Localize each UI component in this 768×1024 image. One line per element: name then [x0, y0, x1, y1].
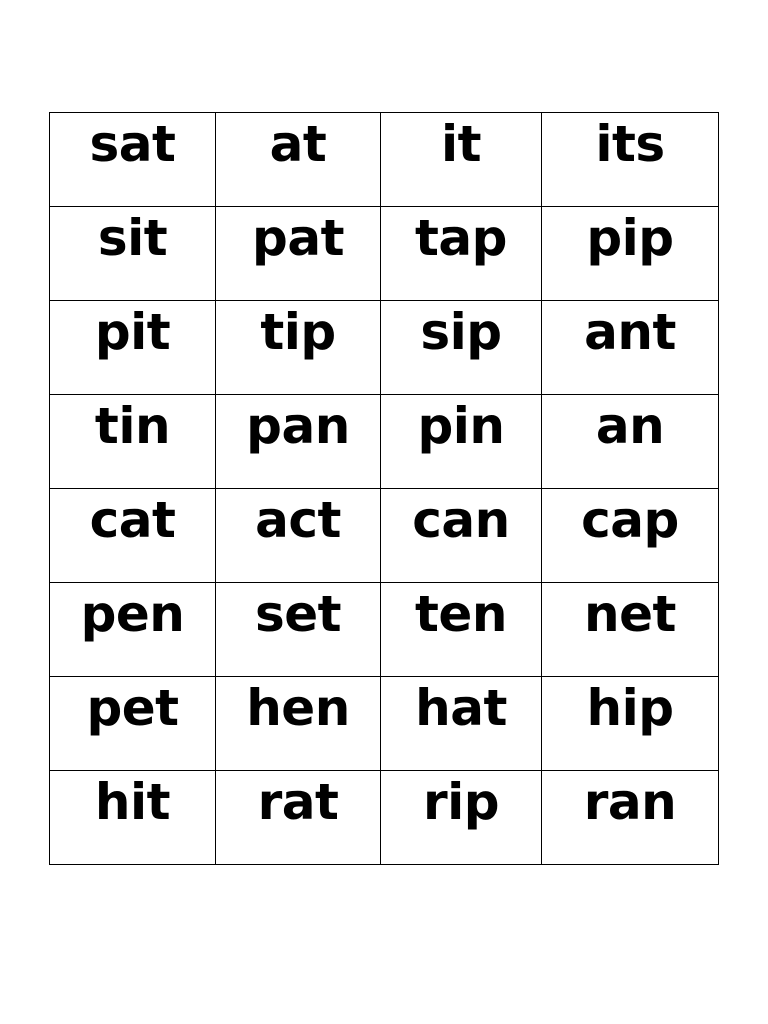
word: tip — [260, 303, 336, 361]
word-cell — [542, 771, 719, 865]
word: hat — [415, 679, 507, 737]
word: rat — [257, 773, 339, 831]
word: pat — [252, 209, 344, 267]
word: pan — [246, 397, 350, 455]
word-cell — [542, 489, 719, 583]
word: tin — [94, 397, 171, 455]
table-row — [50, 301, 719, 395]
word-cell — [50, 395, 216, 489]
word-cell — [216, 395, 381, 489]
word-cell — [542, 301, 719, 395]
word: ten — [415, 585, 507, 643]
table-row — [50, 583, 719, 677]
word-cell — [216, 771, 381, 865]
word-cell — [542, 207, 719, 301]
table-row — [50, 395, 719, 489]
word: ant — [584, 303, 676, 361]
word: cat — [89, 491, 176, 549]
word-cell — [216, 113, 381, 207]
word-cell — [50, 677, 216, 771]
word-cell — [381, 583, 542, 677]
word-cell — [381, 677, 542, 771]
table-row — [50, 489, 719, 583]
word-cell — [50, 489, 216, 583]
word-cell — [216, 489, 381, 583]
word: pin — [417, 397, 505, 455]
word-cell — [50, 583, 216, 677]
word-cell — [381, 395, 542, 489]
word-cell — [381, 771, 542, 865]
word: set — [254, 585, 342, 643]
word: hen — [246, 679, 350, 737]
word-cell — [381, 113, 542, 207]
word-cell — [542, 113, 719, 207]
word: sit — [97, 209, 168, 267]
word-cell — [216, 583, 381, 677]
word: net — [584, 585, 676, 643]
word-cell — [542, 395, 719, 489]
table-row — [50, 207, 719, 301]
word-cell — [542, 583, 719, 677]
table-row — [50, 113, 719, 207]
word: tap — [415, 209, 507, 267]
word-cell — [50, 207, 216, 301]
word: rip — [422, 773, 500, 831]
word-cell — [216, 207, 381, 301]
word-cell — [381, 207, 542, 301]
word: hit — [94, 773, 171, 831]
word-cell — [381, 301, 542, 395]
word: hip — [586, 679, 674, 737]
table-row — [50, 771, 719, 865]
word: its — [595, 115, 665, 173]
word-cell — [50, 301, 216, 395]
word: ran — [583, 773, 677, 831]
word-grid — [49, 112, 719, 865]
word: it — [440, 115, 482, 173]
table-row — [50, 677, 719, 771]
word: at — [269, 115, 327, 173]
word: can — [412, 491, 510, 549]
word-cell — [542, 677, 719, 771]
word-cell — [381, 489, 542, 583]
word: act — [255, 491, 341, 549]
word: sip — [420, 303, 502, 361]
word-cell — [216, 677, 381, 771]
word: an — [595, 397, 665, 455]
word-cell — [50, 113, 216, 207]
word: pen — [80, 585, 185, 643]
word-cell — [50, 771, 216, 865]
word: cap — [581, 491, 679, 549]
word: pit — [94, 303, 171, 361]
word-cell — [216, 301, 381, 395]
word: pip — [586, 209, 674, 267]
word: sat — [89, 115, 176, 173]
word: pet — [86, 679, 179, 737]
